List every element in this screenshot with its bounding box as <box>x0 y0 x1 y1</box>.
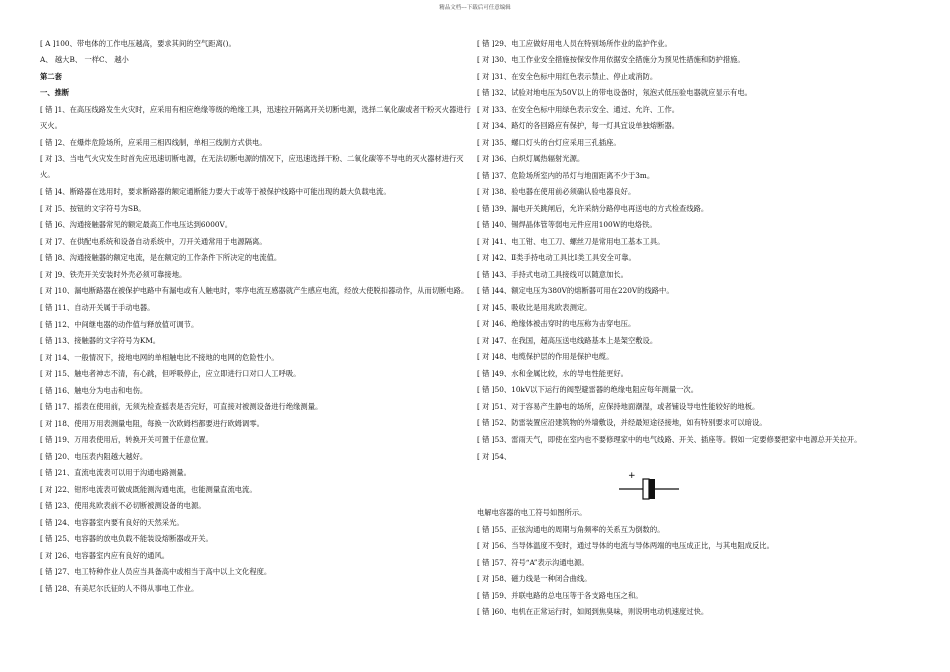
capacitor-symbol-figure <box>477 469 917 505</box>
judgment-item: [ 错 ]37、危险场所室内的吊灯与地面距离不少于3m。 <box>477 170 655 180</box>
judgment-item: [ 错 ]6、沟通接触器常见的额定最高工作电压达到6000V。 <box>40 220 233 230</box>
judgment-item: [ 错 ]13、接触器的文字符号为KM。 <box>40 336 161 346</box>
judgment-item: [ 错 ]2、在爆炸危险场所，应采用三相四线制，单相三线制方式供电。 <box>40 137 267 147</box>
question-100: [ A ]100、带电体的工作电压越高，要求其间的空气距离()。 <box>40 39 236 48</box>
judgment-item: [ 对 ]46、绝缘体被击穿时的电压称为击穿电压。 <box>477 319 636 329</box>
judgment-item: [ 错 ]25、电容器的放电负载不能装设熔断器或开关。 <box>40 534 213 544</box>
judgment-item: [ 错 ]49、水和金属比较，水的导电性能更好。 <box>477 368 628 378</box>
judgment-item: [ 错 ]44、额定电压为380V的熔断器可用在220V的线路中。 <box>477 286 674 296</box>
judgment-item: [ 错 ]57、符号“A”表示沟通电源。 <box>477 557 589 567</box>
judgment-item: [ 对 ]34、路灯的各回路应有保护，每一灯具宜设单独熔断器。 <box>477 121 680 131</box>
judgment-item: [ 错 ]4、断路器在选用时，要求断路器的额定通断能力要大于或等于被保护线路中可能出现的最大负载电流。 <box>40 187 391 197</box>
judgment-item: [ 错 ]11、自动开关属于手动电器。 <box>40 303 155 313</box>
judgment-item: [ 错 ]32、试验对地电压为50V以上的带电设备时，氖泡式低压验电器就应显示有电。 <box>477 88 752 98</box>
judgment-item: [ 错 ]17、摇表在使用前，无须先检查摇表是否完好，可直接对被测设备进行绝缘测量。 <box>40 402 323 412</box>
judgment-item: [ 对 ]41、电工钳、电工刀、螺丝刀是常用电工基本工具。 <box>477 236 665 246</box>
judgment-item: [ 对 ]51、对于容易产生静电的场所，应保持地面潮湿，或者铺设导电性能较好的地板。 <box>477 401 760 411</box>
judgment-item: [ 对 ]47、在我国，超高压送电线路基本上是架空敷设。 <box>477 335 658 345</box>
judgment-item: [ 错 ]43、手持式电动工具接线可以随意加长。 <box>477 269 628 279</box>
capacitor-caption: 电解电容器的电工符号如图所示。 <box>477 508 587 518</box>
judgment-item: [ 对 ]56、当导体温度不变时，通过导体的电流与导体两端的电压成正比，与其电阻成反比。 <box>477 541 774 551</box>
judgment-item: [ 错 ]59、并联电路的总电压等于各支路电压之和。 <box>477 590 643 600</box>
judgment-item: [ 错 ]52、防雷装置应沿建筑物的外墙敷设，并经最短途径接地，如有特别要求可以暗设。 <box>477 418 767 428</box>
judgment-item: [ 错 ]29、电工应做好用电人员在特别场所作业的监护作业。 <box>477 39 672 48</box>
judgment-item: [ 对 ]5、按钮的文字符号为SB。 <box>40 203 146 213</box>
judgment-item: [ 对 ]22、钳形电流表可做成既能测沟通电流，也能测量直流电流。 <box>40 484 257 494</box>
judgment-item: [ 错 ]19、万用表使用后，转换开关可置于任意位置。 <box>40 435 213 445</box>
judgment-item: [ 对 ]15、触电者神志不清，有心跳，但呼吸停止，应立即进行口对口人工呼吸。 <box>40 369 301 379</box>
judgment-item: [ 对 ]14、一般情况下，接地电网的单相触电比不接地的电网的危险性小。 <box>40 352 279 362</box>
judgment-item: [ 错 ]50、10kV以下运行的阀型避雷器的绝缘电阻应每年测量一次。 <box>477 385 699 395</box>
judgment-item: [ 对 ]9、铁壳开关安装时外壳必须可靠接地。 <box>40 269 187 279</box>
judgment-item: [ 对 ]18、使用万用表测量电阻，每换一次欧姆档都要进行欧姆调零。 <box>40 418 264 428</box>
judgment-item: [ 对 ]31、在安全色标中用红色表示禁止、停止或消防。 <box>477 71 658 81</box>
judgment-item: [ 错 ]53、雷雨天气，即使在室内也不要修理家中的电气线路、开关、插座等。假如一定要修要把家中电源总开关拉开。 <box>477 434 862 444</box>
page-header: 精品文档---下载后可任意编辑 <box>439 5 511 11</box>
judgment-item: [ 对 ]54、 <box>477 451 512 461</box>
right-column <box>477 40 917 625</box>
judgment-item: [ 对 ]30、电工作业安全措施按保安作用依据安全措施分为预见性措施和防护措施。 <box>477 55 745 65</box>
judgment-item: [ 对 ]33、在安全色标中用绿色表示安全、通过、允许、工作。 <box>477 104 680 114</box>
left-item-list <box>40 102 472 592</box>
judgment-item: [ 对 ]38、验电器在使用前必须确认验电器良好。 <box>477 187 636 197</box>
judgment-item: [ 错 ]1、在高压线路发生火灾时，应采用有相应绝缘等级的绝缘工具，迅速拉开隔离开关切断电源，选择二氧化碳或者干粉灭火器进行灭火。 <box>40 104 471 130</box>
judgment-item: [ 错 ]55、正弦沟通电的周期与角频率的关系互为倒数的。 <box>477 524 665 534</box>
plus-sign: + <box>628 471 636 482</box>
judgment-item: [ 对 ]42、Ⅱ类手持电动工具比Ⅰ类工具安全可靠。 <box>477 253 636 263</box>
judgment-item: [ 对 ]48、电缆保护层的作用是保护电缆。 <box>477 352 614 362</box>
judgment-item: [ 对 ]36、白炽灯属热辐射光源。 <box>477 154 585 164</box>
judgment-item: [ 错 ]23、使用兆欧表前不必切断被测设备的电源。 <box>40 501 206 511</box>
judgment-item: [ 错 ]39、漏电开关跳闸后，允许采纳分路停电再送电的方式检查线路。 <box>477 203 709 213</box>
section-title: 第二套 <box>40 71 62 81</box>
judgment-item: [ 对 ]10、漏电断路器在被保护电路中有漏电或有人触电时，零序电流互感器就产生感应电流，经放大使脱扣器动作，从而切断电路。 <box>40 286 469 296</box>
judgment-item: [ 错 ]20、电压表内阻越大越好。 <box>40 451 148 461</box>
judgment-item: [ 错 ]60、电机在正常运行时，如闻到焦臭味，则说明电动机速度过快。 <box>477 607 709 617</box>
subsection-title: 一、推断 <box>40 88 70 98</box>
judgment-item: [ 对 ]7、在供配电系统和设备自动系统中，刀开关通常用于电源隔离。 <box>40 236 267 246</box>
judgment-item: [ 错 ]8、沟通接触器的额定电流，是在额定的工作条件下所决定的电流值。 <box>40 253 282 263</box>
judgment-item: [ 对 ]45、吸收比是用兆欧表测定。 <box>477 302 592 312</box>
judgment-item: [ 对 ]58、磁力线是一种闭合曲线。 <box>477 574 592 584</box>
left-column <box>40 40 472 601</box>
right-item-list-continued <box>477 526 917 616</box>
question-100-options: A、 越大B、 一样C、 越小 <box>40 55 129 65</box>
judgment-item: [ 错 ]24、电容器室内要有良好的天然采光。 <box>40 517 184 527</box>
judgment-item: [ 错 ]21、直流电流表可以用于沟通电路测量。 <box>40 468 191 478</box>
judgment-item: [ 错 ]27、电工特种作业人员应当具备高中或相当于高中以上文化程度。 <box>40 567 272 577</box>
judgment-item: [ 对 ]3、当电气火灾发生时首先应迅速切断电源，在无法切断电源的情况下，应迅速选择干粉、二氧化碳等不导电的灭火器材进行灭火。 <box>40 154 464 180</box>
judgment-item: [ 错 ]12、中间继电器的动作值与释放值可调节。 <box>40 319 199 329</box>
judgment-item: [ 错 ]16、触电分为电击和电伤。 <box>40 385 148 395</box>
judgment-item: [ 错 ]28、有美尼尔氏征的人不得从事电工作业。 <box>40 583 199 593</box>
judgment-item: [ 对 ]35、螺口灯头的台灯应采用三孔插座。 <box>477 137 621 147</box>
judgment-item: [ 对 ]26、电容器室内应有良好的通风。 <box>40 550 170 560</box>
judgment-item: [ 错 ]40、锡焊晶体管等弱电元件应用100W的电烙铁。 <box>477 220 657 230</box>
right-item-list <box>477 40 917 460</box>
electrolytic-capacitor-icon <box>617 467 687 503</box>
